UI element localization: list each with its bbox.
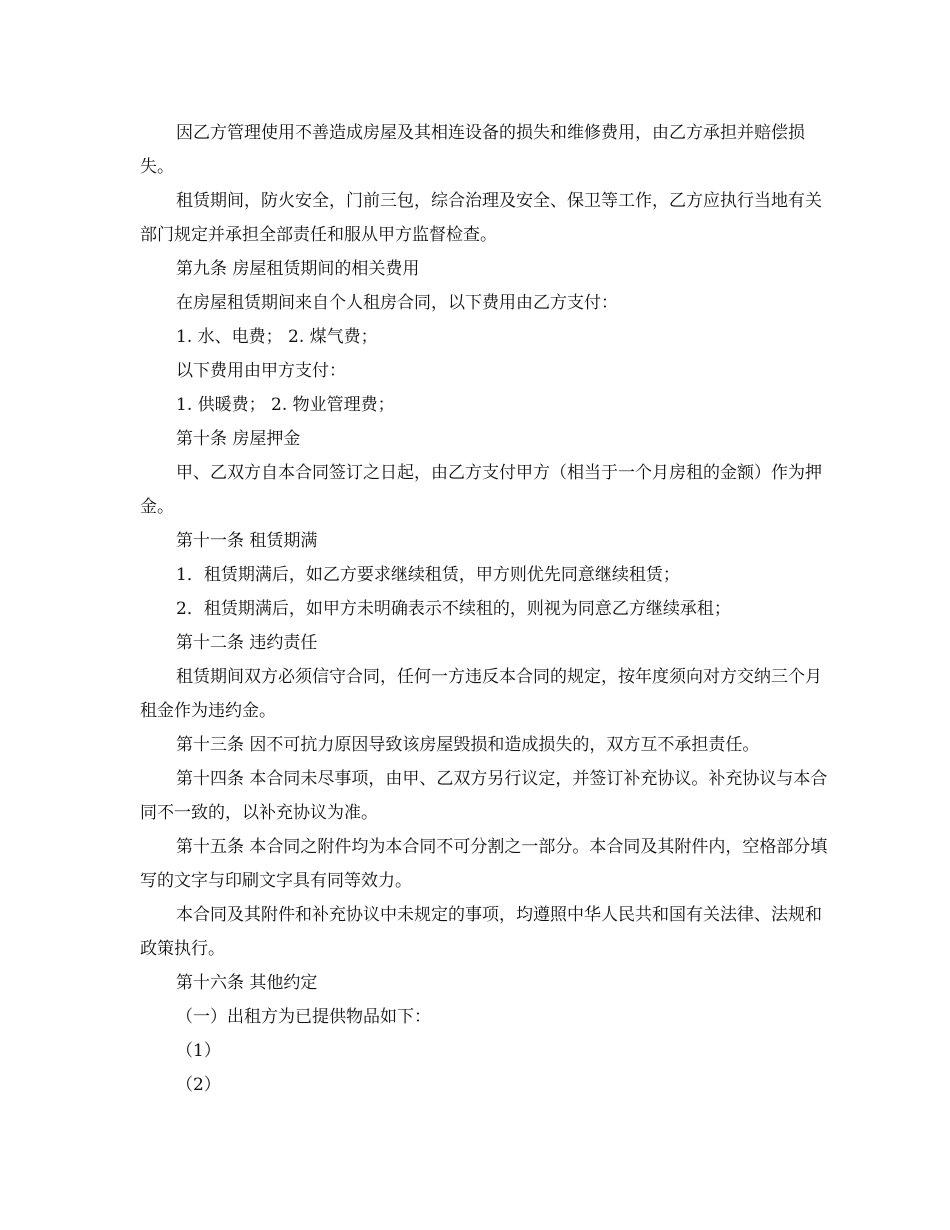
article-16-heading: 第十六条 其他约定 <box>176 973 318 993</box>
paragraph-landlord-fees-intro: 以下费用由甲方支付： <box>176 361 346 381</box>
clause-lease-expiry-2: 2．租赁期满后，如甲方未明确表示不续租的，则视为同意乙方继续承租； <box>176 599 731 619</box>
list-item-2: （2） <box>176 1075 221 1095</box>
paragraph-breach-penalty: 租赁期间双方必须信守合同，任何一方违反本合同的规定，按年度须向对方交纳三个月租金作为违约金。 <box>140 667 822 721</box>
paragraph-safety-responsibility: 租赁期间，防火安全，门前三包，综合治理及安全、保卫等工作，乙方应执行当地有关部门规定并承担全部责任和服从甲方监督检查。 <box>140 191 822 245</box>
paragraph-deposit: 甲、乙双方自本合同签订之日起，由乙方支付甲方（相当于一个月房租的金额）作为押金。 <box>140 463 822 517</box>
list-item-1: （1） <box>176 1041 221 1061</box>
document-body <box>140 116 830 1102</box>
paragraph-damage-liability: 因乙方管理使用不善造成房屋及其相连设备的损失和维修费用，由乙方承担并赔偿损失。 <box>140 123 805 177</box>
paragraph-provided-items: （一）出租方为已提供物品如下： <box>176 1007 431 1027</box>
paragraph-tenant-fees-intro: 在房屋租赁期间来自个人租房合同，以下费用由乙方支付： <box>176 293 618 313</box>
article-11-heading: 第十一条 租赁期满 <box>176 531 318 551</box>
list-landlord-fees: 1. 供暖费； 2. 物业管理费； <box>176 395 395 415</box>
article-15-attachments: 第十五条 本合同之附件均为本合同不可分割之一部分。本合同及其附件内，空格部分填写的文字与印刷文字具有同等效力。 <box>140 837 828 891</box>
paragraph-governing-law: 本合同及其附件和补充协议中未规定的事项，均遵照中华人民共和国有关法律、法规和政策执行。 <box>140 905 822 959</box>
article-9-heading: 第九条 房屋租赁期间的相关费用 <box>176 259 420 279</box>
article-10-heading: 第十条 房屋押金 <box>176 429 301 449</box>
clause-lease-expiry-1: 1．租赁期满后，如乙方要求继续租赁，甲方则优先同意继续租赁； <box>176 565 680 585</box>
list-tenant-fees: 1. 水、电费； 2. 煤气费； <box>176 327 378 347</box>
article-12-heading: 第十二条 违约责任 <box>176 633 318 653</box>
article-14-supplementary: 第十四条 本合同未尽事项，由甲、乙双方另行议定，并签订补充协议。补充协议与本合同不一致的，以补充协议为准。 <box>140 769 828 823</box>
article-13-force-majeure: 第十三条 因不可抗力原因导致该房屋毁损和造成损失的，双方互不承担责任。 <box>176 735 760 755</box>
